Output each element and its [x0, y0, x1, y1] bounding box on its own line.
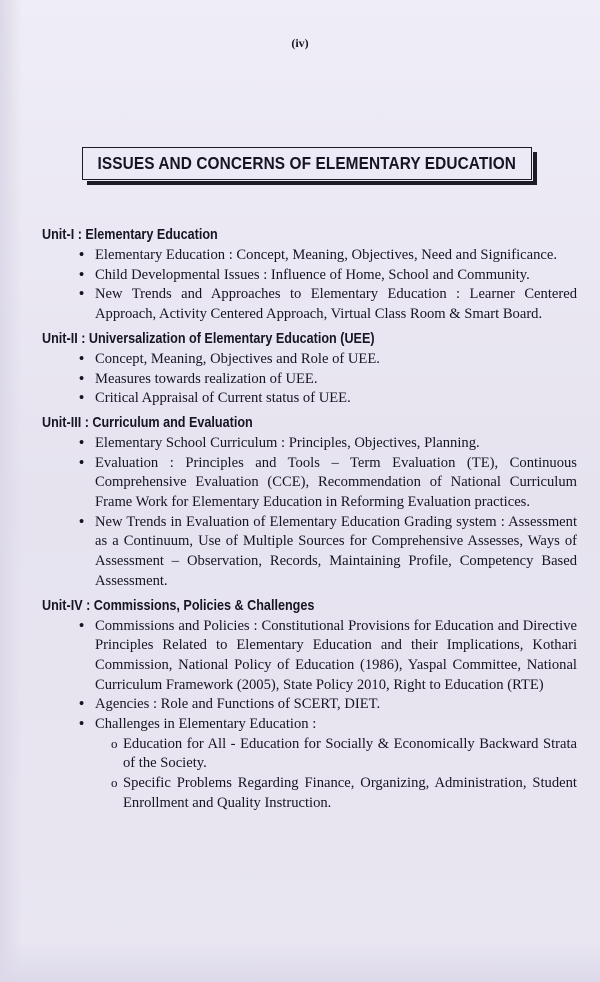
unit-3-heading: Unit-III : Curriculum and Evaluation: [42, 413, 253, 431]
unit-2-heading: Unit-II : Universalization of Elementary Education (UEE): [42, 329, 375, 347]
list-item: • Elementary School Curriculum : Principles, Objectives, Planning.: [95, 434, 577, 454]
syllabus-content: [42, 224, 577, 817]
sub-list-item: o Specific Problems Regarding Finance, Organizing, Administration, Student Enrollment and Quality Instruction.: [123, 774, 577, 813]
list-item: • Elementary Education : Concept, Meaning, Objectives, Need and Significance.: [95, 246, 577, 266]
sub-list-item: o Education for All - Education for Socially & Economically Backward Strata of the Society.: [123, 735, 577, 774]
page-shadow-bottom: [0, 942, 600, 982]
unit-4-list: [42, 617, 577, 814]
page-shadow-left: [0, 0, 22, 982]
page-number: (iv): [291, 36, 309, 50]
unit-1-list: [42, 246, 577, 325]
list-item: • Commissions and Policies : Constitutional Provisions for Education and Directive Principles Related to Elementary Education and their Implications, Kothari Commission, National Policy of Education (1986), Yaspal Committee, National Curriculum Framework (2005), State Policy 2010, Right to Education (RTE): [95, 617, 577, 696]
list-item: • Measures towards realization of UEE.: [95, 370, 577, 390]
list-item: • Critical Appraisal of Current status of UEE.: [95, 389, 577, 409]
list-item: [95, 715, 577, 814]
list-item: • New Trends in Evaluation of Elementary Education Grading system : Assessment as a Continuum, Use of Multiple Sources for Comprehensive Assesses, Ways of Assessment – Observation, Records, Maintaining Profile, Competency Based Assessment.: [95, 513, 577, 592]
list-item-text: Challenges in Elementary Education :: [95, 716, 317, 733]
unit-3-list: [42, 434, 577, 592]
list-item: • New Trends and Approaches to Elementary Education : Learner Centered Approach, Activity Centered Approach, Virtual Class Room & Smart Board.: [95, 285, 577, 324]
title-box: [82, 147, 532, 180]
list-item: • Evaluation : Principles and Tools – Term Evaluation (TE), Continuous Comprehensive Evaluation (CCE), Recommendation of National Curriculum Frame Work for Elementary Education in Reforming Evaluation practices.: [95, 454, 577, 513]
unit-2-list: [42, 350, 577, 409]
list-item: • Concept, Meaning, Objectives and Role of UEE.: [95, 350, 577, 370]
unit-4-heading: Unit-IV : Commissions, Policies & Challenges: [42, 596, 315, 614]
list-item: • Child Developmental Issues : Influence of Home, School and Community.: [95, 266, 577, 286]
unit-1-heading: Unit-I : Elementary Education: [42, 226, 218, 243]
page-title: ISSUES AND CONCERNS OF ELEMENTARY EDUCATION: [97, 153, 517, 173]
unit-4-sublist: [95, 735, 577, 814]
list-item: • Agencies : Role and Functions of SCERT, DIET.: [95, 695, 577, 715]
